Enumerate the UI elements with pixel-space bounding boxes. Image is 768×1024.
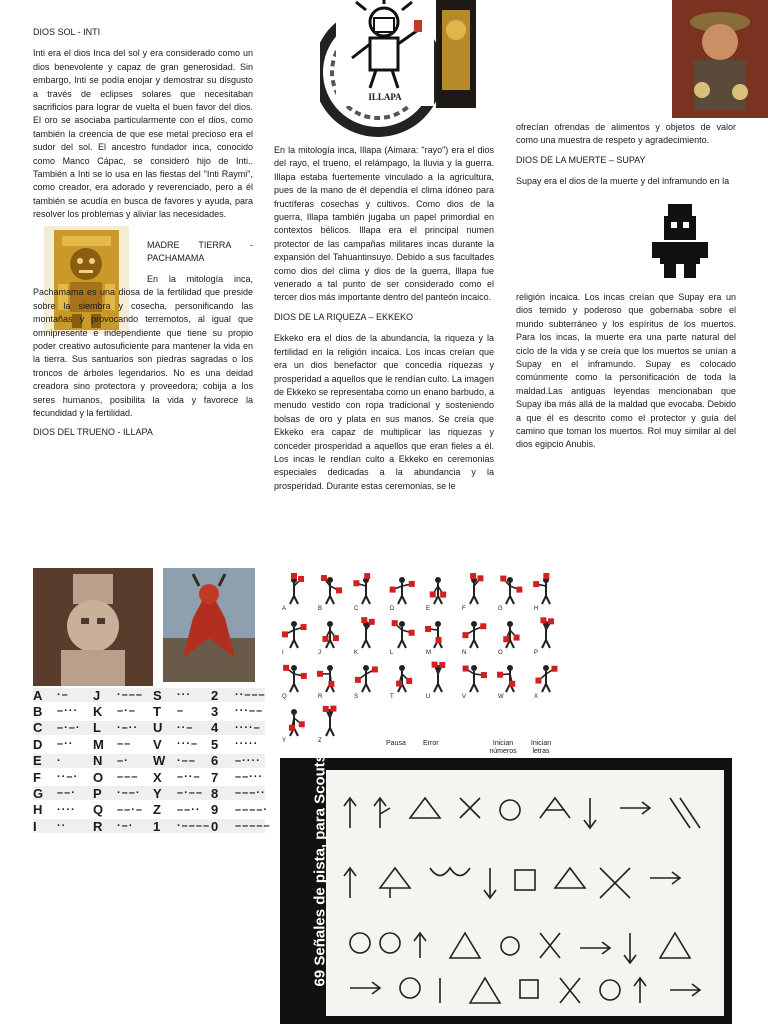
morse-entry <box>153 770 201 784</box>
supay-paragraph: religión incaica. Los incas creían que Supay era un dios temido y poderoso que gobernaba sobre el mundo subterráneo y los espíritus de los muertos. Para los incas, la muerte era una parte natural del ciclo de la vida y se creía que los muertos se unían a Supay en el inframundo. Supay es colocado comúnmente como la personificación de toda la maldad.Las antiguas leyendas mencionaban que Supay iba más allá de la maldad que evocaba. Debido a que él es descrito como el protector y guía del camino que toman los muertos. Rol muy similar al del dios egipcio Anubis. <box>516 292 736 450</box>
semaphore-letter: H <box>534 606 539 612</box>
morse-code: –···· <box>235 754 261 767</box>
morse-character: 0 <box>211 818 219 834</box>
semaphore-letter: O <box>498 650 503 656</box>
illapa-figure-image <box>336 0 434 106</box>
morse-code: – <box>177 705 185 718</box>
semaphore-letter: C <box>354 606 359 612</box>
semaphore-letter: I <box>282 650 284 656</box>
morse-entry <box>211 819 271 833</box>
morse-character: 2 <box>211 687 219 703</box>
semaphore-letter: F <box>462 606 466 612</box>
morse-code: –––·· <box>235 787 266 800</box>
morse-character: 7 <box>211 769 219 785</box>
gold-idol-image <box>436 0 476 108</box>
morse-character: F <box>33 769 41 785</box>
morse-character: 4 <box>211 720 219 736</box>
morse-character: I <box>33 818 37 834</box>
morse-entry <box>211 688 266 702</box>
supay-painting <box>163 568 255 682</box>
ekkeko-paragraph: Ekkeko era el dios de la abundancia, la riqueza y la fertilidad en la religión incaica. Los incas creían que era un dios benefactor que concedía riquezas y prosperidad a aquellos que le rendían culto. La imagen de Ekkeko se representaba como un enano barbudo, a menudo vestido con ropa tradicional y sosteniendo bolsas de oro y plata en sus manos. Se creía que Ekkeko era capaz de multiplicar las riquezas y conceder prosperidad a aquellos que eran fieles a él. Los incas le rendían culto a Ekkeko en ceremonias especiales dedicadas a la abundancia y la prosperidad. Durante estas ceremonias, se le <box>274 333 494 491</box>
morse-entry <box>153 688 191 702</box>
morse-entry <box>93 754 129 768</box>
morse-code: –·– <box>117 705 136 718</box>
semaphore-letter: B <box>318 606 323 612</box>
morse-character: P <box>93 785 102 801</box>
ekkeko-photo <box>672 0 768 118</box>
morse-row <box>33 688 265 702</box>
morse-row <box>33 802 269 818</box>
morse-character: D <box>33 736 43 752</box>
semaphore-letter: T <box>390 694 394 700</box>
morse-entry <box>33 721 81 735</box>
morse-character: 6 <box>211 753 219 769</box>
column-right-top <box>516 121 736 195</box>
morse-code: –··· <box>57 705 79 718</box>
morse-entry <box>153 819 210 833</box>
semaphore-letter: Z <box>318 738 322 744</box>
morse-entry <box>93 688 143 702</box>
morse-code: ·––· <box>117 787 141 800</box>
pachamama-text-wrap <box>33 273 253 448</box>
morse-row <box>33 770 265 784</box>
semaphore-letter: M <box>426 650 431 656</box>
morse-character: Q <box>93 802 104 818</box>
illapa-caption: ILLAPA <box>368 92 402 102</box>
morse-code-table <box>33 687 271 836</box>
morse-code: –·· <box>57 738 74 751</box>
morse-code: ·–· <box>117 820 134 833</box>
morse-code: ···· <box>57 803 76 816</box>
morse-character: G <box>33 785 44 801</box>
pachamama-paragraph: En la mitología inca, Pachamama es una diosa de la fertilidad que preside sobre la siembra y cosecha, personificando las montañas y provocando terremotos, al igual que omnipresente e independiente que tiene su propio poder creativo autosuficiente para mantener la vida en la tierra. Sus santuarios son piedras sagradas o los troncos de árboles legendarios. No es una deidad creadora sino protectora y proveedora; cobija a los seres humanos, posibilita la vida y favorece la fecundidad y la fertilidad. <box>33 274 253 419</box>
semaphore-letter: A <box>282 606 287 612</box>
morse-code: –·–· <box>57 721 81 734</box>
pachamama-block <box>147 239 253 272</box>
morse-character: E <box>33 753 42 769</box>
morse-row <box>33 786 265 800</box>
morse-entry <box>211 803 268 817</box>
morse-character: M <box>93 736 104 752</box>
semaphore-letters-label: Inician letras <box>530 740 552 755</box>
morse-row <box>33 704 265 718</box>
morse-character: Y <box>153 785 162 801</box>
morse-character: V <box>153 736 162 752</box>
supay-intro: Supay era el dios de la muerte y del inframundo en la <box>516 176 730 187</box>
morse-entry <box>93 704 136 718</box>
board-title: 69 Señales de pista, para Scouts <box>311 753 329 987</box>
morse-code: –·–– <box>177 787 204 800</box>
morse-code: ·– <box>57 689 69 701</box>
semaphore-numbers-label: Inician números <box>489 740 517 755</box>
morse-entry <box>211 704 263 718</box>
semaphore-letter: R <box>318 694 323 700</box>
morse-code: ··––– <box>235 689 266 701</box>
column-right-bottom <box>516 291 736 458</box>
morse-character: C <box>33 720 43 736</box>
morse-code: ·· <box>57 820 67 833</box>
scout-trail-signs-board <box>280 753 732 1024</box>
semaphore-error-label: Error <box>423 740 439 747</box>
morse-character: X <box>153 769 162 785</box>
morse-character: W <box>153 753 166 769</box>
ekkeko-heading: DIOS DE LA RIQUEZA – EKKEKO <box>274 311 414 322</box>
semaphore-letter: U <box>426 694 431 700</box>
morse-code: ––·– <box>117 803 144 816</box>
semaphore-letter: K <box>354 650 359 656</box>
inti-heading: DIOS SOL - INTI <box>33 27 101 37</box>
morse-character: B <box>33 703 43 719</box>
morse-code: ··–· <box>57 771 79 783</box>
morse-character: Z <box>153 802 161 818</box>
semaphore-letter: J <box>318 650 321 656</box>
morse-character: U <box>153 720 163 736</box>
morse-entry <box>33 754 62 768</box>
morse-entry <box>153 786 203 800</box>
morse-character: 9 <box>211 802 219 818</box>
morse-code: ––– <box>117 771 139 783</box>
morse-entry <box>33 770 78 784</box>
morse-character: H <box>33 802 43 818</box>
morse-entry <box>211 786 266 800</box>
morse-code: ·–·· <box>117 721 139 734</box>
semaphore-chart <box>270 568 560 754</box>
morse-row <box>33 754 265 768</box>
morse-code: ·––– <box>117 689 144 701</box>
morse-code: –– <box>117 738 132 751</box>
morse-entry <box>33 786 76 800</box>
morse-entry <box>33 803 76 817</box>
morse-character: T <box>153 703 161 719</box>
morse-character: N <box>93 753 103 769</box>
stone-statue-photo <box>33 568 153 686</box>
morse-character: J <box>93 687 101 703</box>
morse-code: ––··· <box>235 771 264 783</box>
inti-paragraph: Inti era el dios Inca del sol y era considerado como un dios benevolente y capaz de gran generosidad. Sin embargo, Inti se podía enojar y demostrar su disgusto a través de eclipses solares que necesitaban sacrificios para lograr de vuelta el buen favor del dios. El oro se asociaba particularmente con el dios, como también la creencia de que ese metal precioso era el sudor del sol. El ancestro fundador inca, conocido como Manco Cápac, se consideró hijo de Inti.. También a Inti se lo usa en las fiestas del "Inti Raymi", como creador, era adorado y reverenciado, pero a él también se acudía en busca de favores y ayuda, para resolver los problemas y aliviar las necesidades. <box>33 48 253 220</box>
semaphore-letter: E <box>426 606 431 612</box>
morse-character: O <box>93 769 104 785</box>
morse-character: 1 <box>153 818 161 834</box>
morse-character: A <box>33 687 43 703</box>
morse-code: ···–– <box>235 705 264 718</box>
morse-character: R <box>93 818 103 834</box>
supay-heading: DIOS DE LA MUERTE – SUPAY <box>516 154 646 165</box>
semaphore-letter: L <box>390 650 394 656</box>
morse-entry <box>211 737 258 751</box>
morse-entry <box>93 803 143 817</box>
morse-entry <box>153 803 201 817</box>
illapa-heading-left: DIOS DEL TRUENO - ILLAPA <box>33 427 153 438</box>
morse-code: ····· <box>235 738 259 751</box>
morse-character: K <box>93 703 103 719</box>
semaphore-letter: Q <box>282 694 287 700</box>
morse-code: ––––– <box>235 820 271 833</box>
semaphore-letter: V <box>462 694 467 700</box>
morse-row <box>33 737 265 751</box>
morse-code: ··– <box>177 721 194 734</box>
morse-entry <box>153 721 193 735</box>
morse-row <box>33 721 265 735</box>
morse-entry <box>153 737 198 751</box>
semaphore-pause-label: Pausa <box>386 740 406 747</box>
morse-entry <box>93 770 138 784</box>
semaphore-letter: G <box>498 606 503 612</box>
morse-entry <box>93 786 141 800</box>
morse-entry <box>33 688 69 702</box>
morse-entry <box>33 819 66 833</box>
morse-character: L <box>93 720 101 736</box>
morse-entry <box>211 770 263 784</box>
morse-code: ··· <box>177 689 191 701</box>
morse-character: 5 <box>211 736 219 752</box>
morse-character: S <box>153 687 162 703</box>
morse-row <box>33 818 271 834</box>
column-left <box>33 26 253 228</box>
supay-figure <box>650 202 710 280</box>
morse-entry <box>93 819 133 833</box>
semaphore-letter: D <box>390 606 395 612</box>
morse-code: ––· <box>57 787 76 800</box>
morse-entry <box>33 737 73 751</box>
morse-entry <box>153 754 196 768</box>
semaphore-letter: W <box>498 694 504 700</box>
morse-code: ––·· <box>177 803 201 816</box>
semaphore-letter: S <box>354 694 359 700</box>
semaphore-letter: P <box>534 650 539 656</box>
morse-character: 3 <box>211 703 219 719</box>
semaphore-letter: X <box>534 694 539 700</box>
morse-code: ·–– <box>177 754 196 767</box>
ekkeko-continued: ofrecían ofrendas de alimentos y objetos de valor como una muestra de respeto y agradecimiento. <box>516 122 736 146</box>
morse-entry <box>93 737 131 751</box>
morse-code: · <box>57 754 62 767</box>
morse-code: ····– <box>235 721 261 734</box>
morse-code: –··– <box>177 771 201 783</box>
trail-signs-grid <box>280 753 732 1024</box>
morse-code: –· <box>117 754 129 767</box>
morse-code: ·–––– <box>177 820 211 833</box>
illapa-paragraph: En la mitología inca, Illapa (Aimara: "rayo") era el dios del rayo, el trueno, el relámpago, la lluvia y la guerra. Illapa estaba fuertemente vinculado a la agricultura, pues de la mano de él dependía el clima idóneo para fructíferas cosechas y cultivos. Como dios de la guerra, Illapa también jugaba un papel primordial en contextos bélicos. Illapa era el principal numen protector de las campañas militares incas durante la expansión del Tahuantinsuyo. Debido a sus facultades como dios del clima y dios de la guerra, Illapa fue venerado a tal punto de ser considerado como el tercer dios más importante dentro del panteón incaico. <box>274 145 494 303</box>
pachamama-heading: MADRE TIERRA - PACHAMAMA <box>147 240 253 264</box>
morse-entry <box>33 704 78 718</box>
morse-code: ···– <box>177 738 199 751</box>
morse-entry <box>211 721 261 735</box>
column-middle <box>274 144 494 499</box>
morse-entry <box>93 721 138 735</box>
morse-code: ––––· <box>235 803 269 816</box>
semaphore-letter: N <box>462 650 467 656</box>
semaphore-letter: Y <box>282 738 287 744</box>
morse-entry <box>211 754 261 768</box>
morse-character: 8 <box>211 785 219 801</box>
morse-entry <box>153 704 184 718</box>
